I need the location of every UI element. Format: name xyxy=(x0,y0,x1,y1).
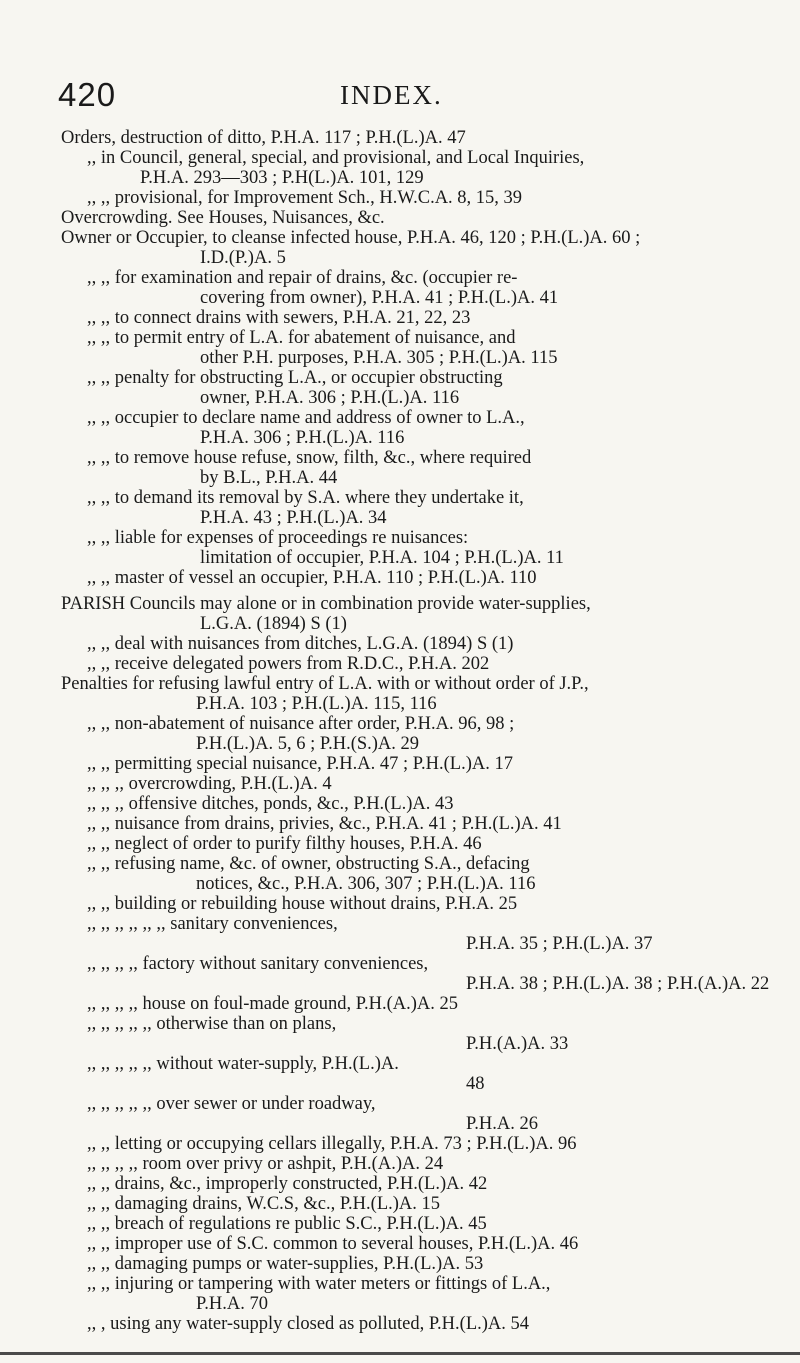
index-line: ,, ,, neglect of order to purify filthy houses, P.H.A. 46 xyxy=(87,834,482,854)
index-line: ,, ,, master of vessel an occupier, P.H.A. 110 ; P.H.(L.)A. 110 xyxy=(87,568,537,588)
index-line: ,, ,, ,, ,, ,, otherwise than on plans, xyxy=(87,1014,337,1034)
index-line: ,, ,, breach of regulations re public S.C., P.H.(L.)A. 45 xyxy=(87,1214,487,1234)
index-line: ,, ,, improper use of S.C. common to several houses, P.H.(L.)A. 46 xyxy=(87,1234,579,1254)
index-line: ,, ,, to permit entry of L.A. for abatement of nuisance, and xyxy=(87,328,516,348)
index-line: covering from owner), P.H.A. 41 ; P.H.(L.)A. 41 xyxy=(200,288,559,308)
index-line: ,, ,, ,, ,, factory without sanitary conveniences, xyxy=(87,954,429,974)
index-line: ,, ,, letting or occupying cellars illegally, P.H.A. 73 ; P.H.(L.)A. 96 xyxy=(87,1134,577,1154)
index-line: P.H.(A.)A. 33 xyxy=(466,1034,569,1054)
index-line: ,, ,, drains, &c., improperly constructed, P.H.(L.)A. 42 xyxy=(87,1174,488,1194)
page-number: 420 xyxy=(58,76,117,113)
index-line: P.H.A. 35 ; P.H.(L.)A. 37 xyxy=(466,934,653,954)
index-line: ,, ,, damaging pumps or water-supplies, P.H.(L.)A. 53 xyxy=(87,1254,484,1274)
index-line: ,, ,, ,, ,, room over privy or ashpit, P.H.(A.)A. 24 xyxy=(87,1154,444,1174)
index-line: P.H.A. 306 ; P.H.(L.)A. 116 xyxy=(200,428,405,448)
index-line: Penalties for refusing lawful entry of L.A. with or without order of J.P., xyxy=(61,674,589,694)
index-line: ,, ,, non-abatement of nuisance after order, P.H.A. 96, 98 ; xyxy=(87,714,515,734)
index-line: ,, ,, ,, overcrowding, P.H.(L.)A. 4 xyxy=(87,774,332,794)
index-line: by B.L., P.H.A. 44 xyxy=(200,468,338,488)
index-line: ,, ,, penalty for obstructing L.A., or occupier obstructing xyxy=(87,368,503,388)
index-line: limitation of occupier, P.H.A. 104 ; P.H.(L.)A. 11 xyxy=(200,548,564,568)
index-line: ,, ,, to demand its removal by S.A. where they undertake it, xyxy=(87,488,524,508)
index-line: ,, , using any water-supply closed as polluted, P.H.(L.)A. 54 xyxy=(87,1314,530,1334)
index-line: ,, ,, ,, ,, ,, over sewer or under roadway, xyxy=(87,1094,376,1114)
index-line: PARISH Councils may alone or in combination provide water-supplies, xyxy=(61,594,591,614)
index-line: ,, ,, for examination and repair of drains, &c. (occupier re- xyxy=(87,268,518,288)
index-line: I.D.(P.)A. 5 xyxy=(200,248,286,268)
index-line: ,, ,, liable for expenses of proceedings re nuisances: xyxy=(87,528,469,548)
index-line: ,, ,, building or rebuilding house without drains, P.H.A. 25 xyxy=(87,894,518,914)
page-header xyxy=(0,76,800,116)
running-head: INDEX. xyxy=(340,80,443,110)
index-line: ,, ,, nuisance from drains, privies, &c., P.H.A. 41 ; P.H.(L.)A. 41 xyxy=(87,814,562,834)
index-line: ,, ,, damaging drains, W.C.S, &c., P.H.(L.)A. 15 xyxy=(87,1194,441,1214)
index-line: ,, ,, ,, offensive ditches, ponds, &c., P.H.(L.)A. 43 xyxy=(87,794,454,814)
index-line: Owner or Occupier, to cleanse infected house, P.H.A. 46, 120 ; P.H.(L.)A. 60 ; xyxy=(61,228,641,248)
bottom-edge-rule xyxy=(0,1352,800,1355)
index-line: owner, P.H.A. 306 ; P.H.(L.)A. 116 xyxy=(200,388,460,408)
index-line: P.H.A. 293—303 ; P.H(L.)A. 101, 129 xyxy=(140,168,424,188)
index-line: ,, ,, deal with nuisances from ditches, L.G.A. (1894) S (1) xyxy=(87,634,514,654)
index-line: ,, ,, injuring or tampering with water meters or fittings of L.A., xyxy=(87,1274,551,1294)
index-line: ,, in Council, general, special, and provisional, and Local Inquiries, xyxy=(87,148,585,168)
index-line: 48 xyxy=(466,1074,485,1094)
index-line: ,, ,, to connect drains with sewers, P.H.A. 21, 22, 23 xyxy=(87,308,471,328)
index-line: ,, ,, ,, ,, ,, ,, sanitary conveniences, xyxy=(87,914,338,934)
index-line: L.G.A. (1894) S (1) xyxy=(200,614,347,634)
index-line: ,, ,, receive delegated powers from R.D.C., P.H.A. 202 xyxy=(87,654,490,674)
index-line: Overcrowding. See Houses, Nuisances, &c. xyxy=(61,208,385,228)
index-line: ,, ,, occupier to declare name and address of owner to L.A., xyxy=(87,408,525,428)
index-line: P.H.A. 70 xyxy=(196,1294,268,1314)
index-line: P.H.A. 103 ; P.H.(L.)A. 115, 116 xyxy=(196,694,437,714)
index-line: P.H.A. 26 xyxy=(466,1114,538,1134)
index-line: ,, ,, ,, ,, ,, without water-supply, P.H.(L.)A. xyxy=(87,1054,399,1074)
index-line: P.H.A. 38 ; P.H.(L.)A. 38 ; P.H.(A.)A. 22 xyxy=(466,974,770,994)
index-line: P.H.(L.)A. 5, 6 ; P.H.(S.)A. 29 xyxy=(196,734,420,754)
index-line: notices, &c., P.H.A. 306, 307 ; P.H.(L.)A. 116 xyxy=(196,874,536,894)
index-line: ,, ,, to remove house refuse, snow, filth, &c., where required xyxy=(87,448,532,468)
index-line: ,, ,, ,, ,, house on foul-made ground, P.H.(A.)A. 25 xyxy=(87,994,458,1014)
index-line: ,, ,, permitting special nuisance, P.H.A. 47 ; P.H.(L.)A. 17 xyxy=(87,754,513,774)
index-line: ,, ,, refusing name, &c. of owner, obstructing S.A., defacing xyxy=(87,854,530,874)
index-line: P.H.A. 43 ; P.H.(L.)A. 34 xyxy=(200,508,387,528)
index-line: Orders, destruction of ditto, P.H.A. 117 ; P.H.(L.)A. 47 xyxy=(61,128,466,148)
index-line: ,, ,, provisional, for Improvement Sch., H.W.C.A. 8, 15, 39 xyxy=(87,188,523,208)
index-line: other P.H. purposes, P.H.A. 305 ; P.H.(L.)A. 115 xyxy=(200,348,558,368)
